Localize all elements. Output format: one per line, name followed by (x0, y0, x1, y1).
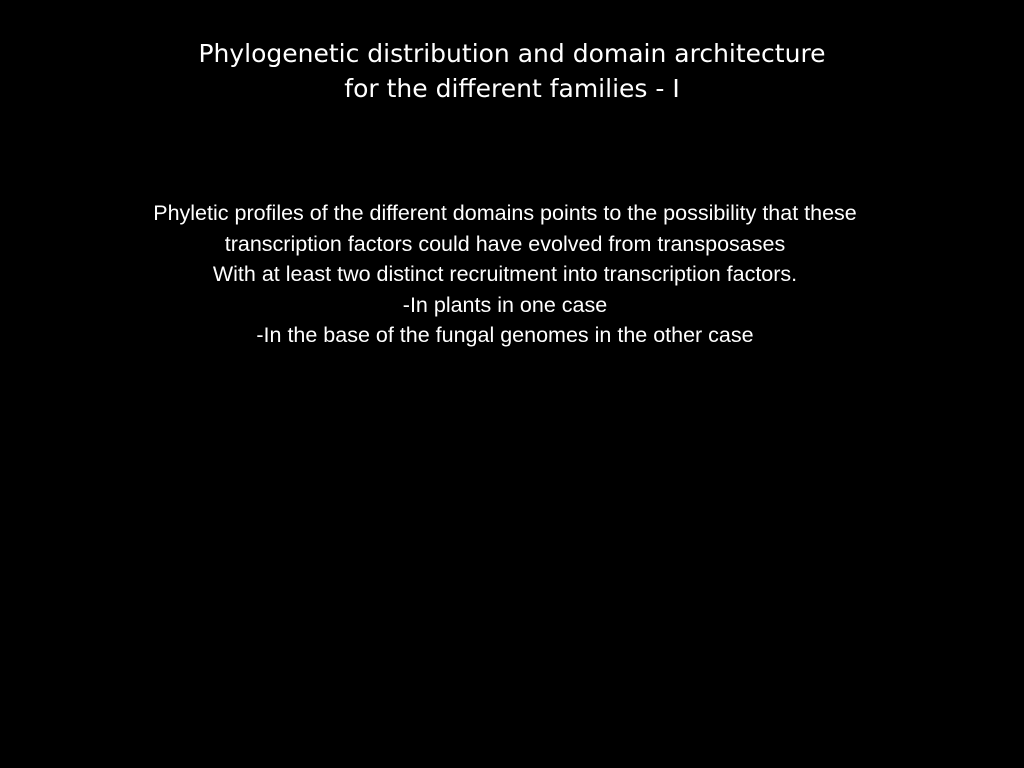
body-line-3: With at least two distinct recruitment into transcription factors. (212, 262, 798, 286)
body-line-2: transcription factors could have evolved from transposases (224, 231, 786, 256)
slide-title-line-2: for the different families - I (344, 74, 680, 103)
slide-title-line-1: Phylogenetic distribution and domain architecture (198, 39, 826, 68)
body-line-5: -In the base of the fungal genomes in the other case (256, 323, 754, 347)
slide-title (0, 36, 1024, 106)
body-line-1: Phyletic profiles of the different domains points to the possibility that these (153, 201, 857, 225)
body-line-4: -In plants in one case (402, 292, 608, 317)
slide-body (0, 198, 1010, 351)
